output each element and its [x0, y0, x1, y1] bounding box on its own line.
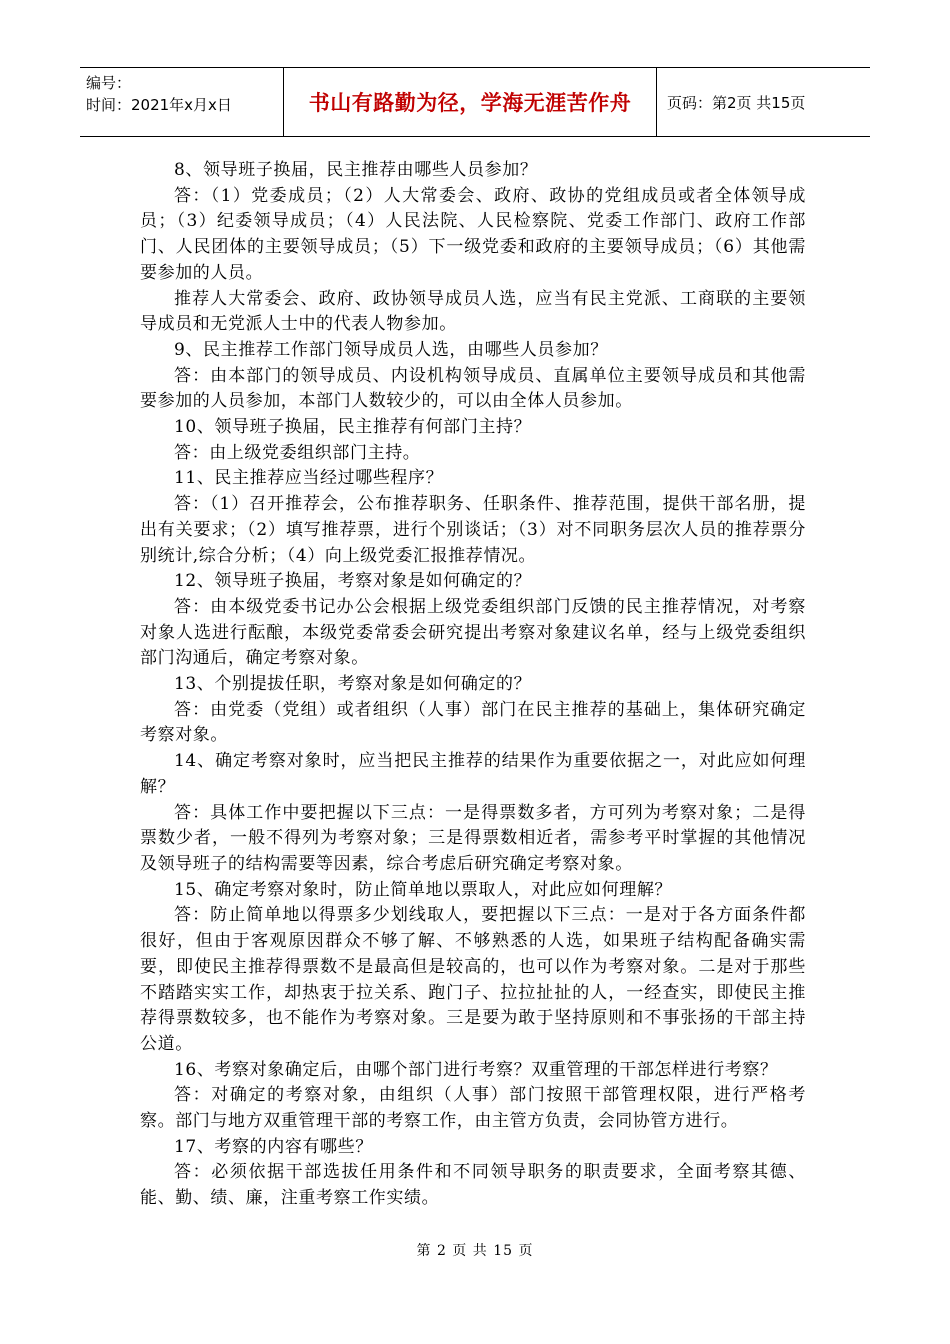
header-page-number: 页码：第2页 共15页 [667, 93, 806, 112]
paragraph: 13、个别提拔任职，考察对象是如何确定的？ [174, 674, 532, 695]
header-meta [80, 68, 284, 136]
paragraph: 答：由上级党委组织部门主持。 [174, 442, 421, 463]
paragraph: 9、民主推荐工作部门领导成员人选，由哪些人员参加？ [174, 339, 608, 360]
header-motto: 书山有路勤为径，学海无涯苦作舟 [284, 68, 657, 136]
document-date: 时间：2021年x月x日 [86, 96, 232, 114]
page-footer: 第 2 页 共 15 页 [416, 1243, 534, 1259]
paragraph: 12、领导班子换届，考察对象是如何确定的？ [174, 571, 532, 592]
paragraph: 答：（1）党委成员；（2）人大常委会、政府、政协的党组成员或者全体领导成员；（3）纪委领导成员；（4）人民法院、人民检察院、党委工作部门、政府工作部门、人民团体的主要领导成员；（5）下一级党委和政府的主要领导成员；（6）其他需要参加的人员。 [140, 185, 806, 283]
paragraph: 16、考察对象确定后，由哪个部门进行考察？双重管理的干部怎样进行考察？ [174, 1059, 778, 1080]
paragraph: 14、确定考察对象时，应当把民主推荐的结果作为重要依据之一，对此应如何理解？ [140, 751, 806, 797]
paragraph: 答：由党委（党组）或者组织（人事）部门在民主推荐的基础上，集体研究确定考察对象。 [140, 699, 806, 746]
paragraph: 答：具体工作中要把握以下三点：一是得票数多者，方可列为考察对象；二是得票数少者，一般不得列为考察对象；三是得票数相近者，需参考平时掌握的其他情况及领导班子的结构需要等因素，综合考虑后研究确定考察对象。 [140, 802, 806, 874]
page-header [80, 67, 870, 137]
paragraph: 10、领导班子换届，民主推荐有何部门主持？ [174, 417, 532, 438]
paragraph: 答：由本部门的领导成员、内设机构领导成员、直属单位主要领导成员和其他需要参加的人员参加，本部门人数较少的，可以由全体人员参加。 [140, 365, 806, 412]
document-number: 编号： [86, 74, 132, 92]
paragraph: 8、领导班子换届，民主推荐由哪些人员参加？ [174, 160, 538, 180]
paragraph: 答：由本级党委书记办公会根据上级党委组织部门反馈的民主推荐情况，对考察对象人选进行酝酿，本级党委常委会研究提出考察对象建议名单，经与上级党委组织部门沟通后，确定考察对象。 [140, 596, 806, 669]
paragraph: 推荐人大常委会、政府、政协领导成员人选，应当有民主党派、工商联的主要领导成员和无党派人士中的代表人物参加。 [140, 288, 806, 335]
paragraph: 15、确定考察对象时，防止简单地以票取人，对此应如何理解？ [174, 879, 673, 900]
paragraph: 答：防止简单地以得票多少划线取人，要把握以下三点：一是对于各方面条件都很好，但由于客观原因群众不够了解、不够熟悉的人选，如果班子结构配备确实需要，即使民主推荐得票数不是最高但是较高的，也可以作为考察对象。二是对于那些不踏踏实实工作，却热衷于拉关系、跑门子、拉拉扯扯的人，一经查实，即使民主推荐得票数较多，也不能作为考察对象。三是要为敢于坚持原则和不事张扬的干部主持公道。 [140, 905, 806, 1054]
document-body [140, 158, 806, 1212]
paragraph: 答：对确定的考察对象，由组织（人事）部门按照干部管理权限，进行严格考察。部门与地方双重管理干部的考察工作，由主管方负责，会同协管方进行。 [140, 1085, 806, 1132]
paragraph: 17、考察的内容有哪些？ [174, 1136, 373, 1157]
paragraph: 11、民主推荐应当经过哪些程序？ [174, 468, 444, 489]
paragraph: 答：必须依据干部选拔任用条件和不同领导职务的职责要求，全面考察其德、能、勤、绩、廉，注重考察工作实绩。 [140, 1162, 806, 1209]
paragraph: 答：（1）召开推荐会，公布推荐职务、任职条件、推荐范围，提供干部名册，提出有关要求；（2）填写推荐票，进行个别谈话；（3）对不同职务层次人员的推荐票分别统计,综合分析；（4）向上级党委汇报推荐情况。 [140, 494, 806, 566]
